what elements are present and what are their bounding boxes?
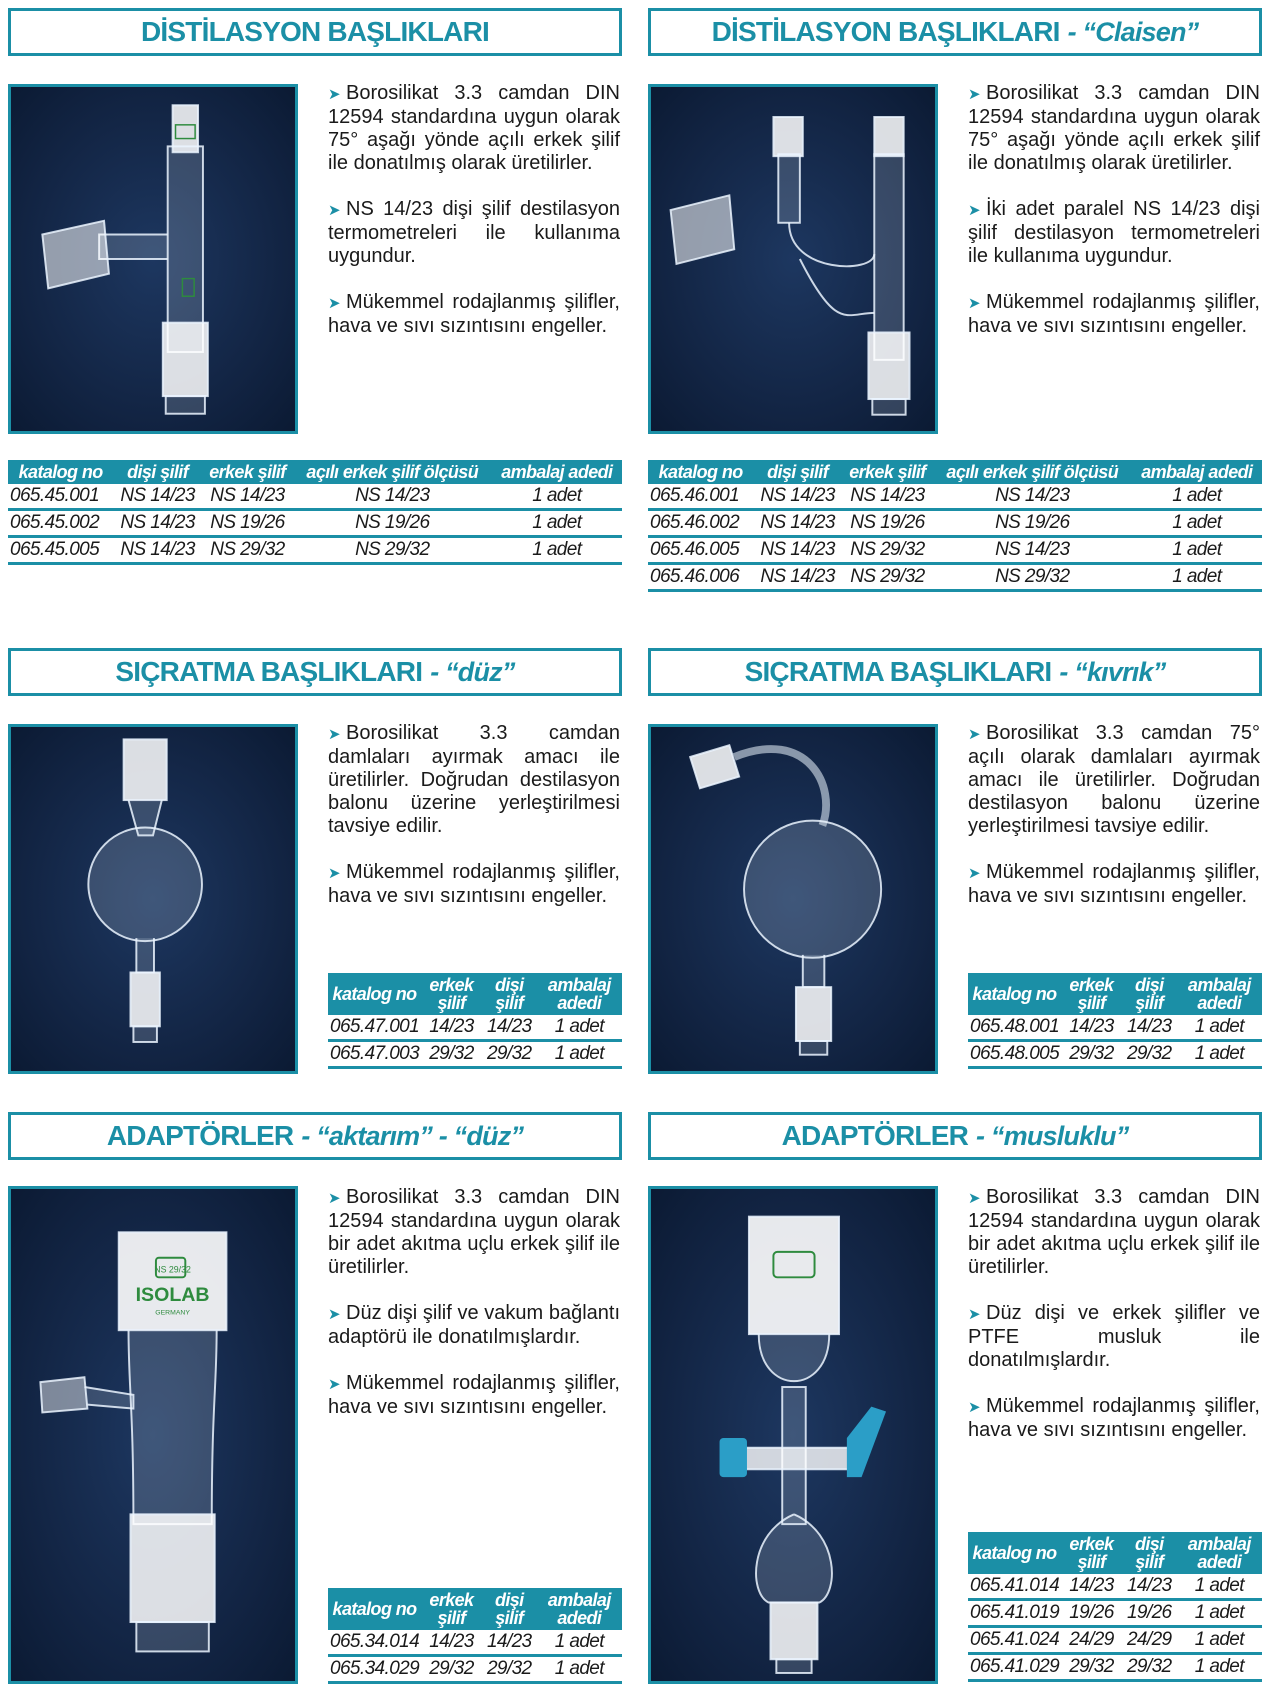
table-cell: NS 14/23	[753, 537, 842, 564]
bullet-item	[328, 1372, 620, 1419]
table-cell: 065.47.003	[328, 1041, 421, 1068]
column-header: dişi şilif	[1122, 973, 1177, 1015]
bullet-text: Mükemmel rodajlanmış şilifler, hava ve sıvı sızıntısını engeller.	[328, 291, 620, 337]
splash-head-bent-illustration	[651, 727, 935, 1071]
arrow-bullet-icon: ➤	[968, 865, 981, 882]
bullet-item	[328, 291, 620, 338]
bullet-text: Borosilikat 3.3 camdan damlaları ayırmak amacı ile üretilirler. Doğrudan destilasyon balonu üzerine yerleştirilmesi tavsiye edilir.	[328, 722, 620, 837]
description-text	[328, 82, 620, 361]
table-cell: 14/23	[482, 1015, 537, 1041]
table-row	[968, 1574, 1262, 1600]
bullet-item	[968, 1186, 1260, 1279]
column-header: ambalaj adedi	[537, 973, 622, 1015]
arrow-bullet-icon: ➤	[328, 1376, 341, 1393]
table-cell: NS 14/23	[202, 484, 293, 510]
table-cell: 29/32	[1122, 1654, 1177, 1681]
table-cell: 065.45.002	[8, 510, 113, 537]
title-main: DİSTİLASYON BAŞLIKLARI	[141, 16, 489, 47]
column-header: katalog no	[968, 1532, 1061, 1574]
table-cell: 1 adet	[1132, 537, 1262, 564]
arrow-bullet-icon: ➤	[968, 86, 981, 103]
product-photo-claisen	[648, 84, 938, 434]
bullet-item	[968, 291, 1260, 338]
column-header: dişi şilif	[482, 1588, 537, 1630]
bullet-text: Düz dişi şilif ve vakum bağlantı adaptörü ile donatılmışlardır.	[328, 1302, 620, 1348]
table-cell: 065.46.006	[648, 564, 753, 591]
title-sub: - “düz”	[430, 656, 515, 687]
spec-table	[8, 460, 622, 565]
spec-table	[328, 973, 622, 1069]
section-title-claisen	[648, 8, 1262, 56]
adapter-stopcock-illustration	[651, 1189, 935, 1681]
spec-table	[648, 460, 1262, 592]
arrow-bullet-icon: ➤	[968, 1399, 981, 1416]
table-header-row	[328, 1588, 622, 1630]
column-header: erkek şilif	[421, 973, 482, 1015]
table-row	[968, 1015, 1262, 1041]
table-row	[328, 1656, 622, 1683]
table-cell: NS 14/23	[113, 510, 202, 537]
bullet-item	[328, 861, 620, 908]
spec-table	[968, 973, 1262, 1069]
spec-table	[968, 1532, 1262, 1682]
title-sub: - “aktarım” - “düz”	[301, 1120, 524, 1151]
arrow-bullet-icon: ➤	[328, 202, 341, 219]
table-cell: 1 adet	[537, 1630, 622, 1656]
section-title-splash-straight	[8, 648, 622, 696]
table-row	[8, 510, 622, 537]
column-header: ambalaj adedi	[1177, 973, 1262, 1015]
column-header: katalog no	[648, 460, 753, 484]
bullet-text: Borosilikat 3.3 camdan DIN 12594 standardına uygun olarak bir adet akıtma uçlu erkek şilif ile üretilirler.	[328, 1186, 620, 1278]
table-cell: 1 adet	[1177, 1015, 1262, 1041]
title-main: DİSTİLASYON BAŞLIKLARI	[711, 16, 1060, 47]
bullet-item	[968, 82, 1260, 175]
product-photo-splash-bent	[648, 724, 938, 1074]
logo-ns-size: NS 29/32	[154, 1264, 191, 1275]
table-row	[648, 484, 1262, 510]
table-cell: 1 adet	[1177, 1600, 1262, 1627]
table-cell: NS 29/32	[933, 564, 1132, 591]
table-cell: NS 14/23	[933, 484, 1132, 510]
table-cell: 065.46.002	[648, 510, 753, 537]
bullet-text: Düz dişi ve erkek şilifler ve PTFE musluk ile donatılmışlardır.	[968, 1302, 1260, 1371]
table-row	[648, 564, 1262, 591]
table-row	[8, 484, 622, 510]
bullet-item	[968, 1302, 1260, 1372]
table-cell: 19/26	[1122, 1600, 1177, 1627]
table-row	[8, 537, 622, 564]
arrow-bullet-icon: ➤	[968, 1306, 981, 1323]
table-cell: 14/23	[482, 1630, 537, 1656]
description-text	[968, 1186, 1260, 1465]
table-cell: 065.34.014	[328, 1630, 421, 1656]
table-cell: 1 adet	[537, 1656, 622, 1683]
table-cell: 24/29	[1061, 1627, 1122, 1654]
table-cell: 29/32	[421, 1041, 482, 1068]
column-header: erkek şilif	[842, 460, 933, 484]
column-header: katalog no	[8, 460, 113, 484]
logo-germany: GERMANY	[155, 1309, 190, 1317]
spec-table	[328, 1588, 622, 1684]
column-header: erkek şilif	[202, 460, 293, 484]
adapter-transfer-illustration	[11, 1189, 295, 1681]
table-cell: NS 19/26	[933, 510, 1132, 537]
product-photo-splash-straight	[8, 724, 298, 1074]
table-row	[328, 1630, 622, 1656]
bullet-item	[968, 198, 1260, 268]
column-header: katalog no	[328, 973, 421, 1015]
table-header-row	[968, 1532, 1262, 1574]
table-cell: 065.41.024	[968, 1627, 1061, 1654]
bullet-item	[968, 861, 1260, 908]
bullet-item	[328, 1186, 620, 1279]
table-cell: NS 29/32	[293, 537, 492, 564]
table-cell: 19/26	[1061, 1600, 1122, 1627]
table-cell: 1 adet	[492, 484, 622, 510]
bullet-item	[968, 722, 1260, 838]
product-photo-distillation-head	[8, 84, 298, 434]
product-photo-adapter-stopcock	[648, 1186, 938, 1684]
table-cell: 065.46.001	[648, 484, 753, 510]
column-header: dişi şilif	[1122, 1532, 1177, 1574]
table-cell: NS 19/26	[202, 510, 293, 537]
table-cell: 29/32	[1122, 1041, 1177, 1068]
bullet-item	[328, 722, 620, 838]
column-header: katalog no	[968, 973, 1061, 1015]
table-header-row	[968, 973, 1262, 1015]
table-cell: 065.48.001	[968, 1015, 1061, 1041]
table-cell: 29/32	[1061, 1654, 1122, 1681]
table-cell: 065.41.014	[968, 1574, 1061, 1600]
column-header: ambalaj adedi	[1177, 1532, 1262, 1574]
arrow-bullet-icon: ➤	[968, 726, 981, 743]
section-title-splash-bent	[648, 648, 1262, 696]
table-row	[648, 537, 1262, 564]
section-title-adapters-transfer	[8, 1112, 622, 1160]
table-cell: 29/32	[421, 1656, 482, 1683]
table-cell: 14/23	[421, 1630, 482, 1656]
arrow-bullet-icon: ➤	[328, 726, 341, 743]
title-main: SIÇRATMA BAŞLIKLARI	[115, 656, 423, 687]
table-cell: NS 14/23	[753, 484, 842, 510]
column-header: açılı erkek şilif ölçüsü	[293, 460, 492, 484]
table-cell: NS 14/23	[113, 537, 202, 564]
table-cell: NS 29/32	[842, 537, 933, 564]
table-cell: 065.45.005	[8, 537, 113, 564]
table-cell: 1 adet	[537, 1041, 622, 1068]
arrow-bullet-icon: ➤	[968, 202, 981, 219]
column-header: erkek şilif	[1061, 973, 1122, 1015]
table-cell: 24/29	[1122, 1627, 1177, 1654]
table-header-row	[328, 973, 622, 1015]
arrow-bullet-icon: ➤	[328, 295, 341, 312]
bullet-text: Mükemmel rodajlanmış şilifler, hava ve sıvı sızıntısını engeller.	[968, 291, 1260, 337]
arrow-bullet-icon: ➤	[328, 86, 341, 103]
arrow-bullet-icon: ➤	[968, 1190, 981, 1207]
table-cell: NS 19/26	[842, 510, 933, 537]
table-row	[968, 1654, 1262, 1681]
title-sub: - “Claisen”	[1067, 16, 1199, 47]
column-header: ambalaj adedi	[537, 1588, 622, 1630]
bullet-text: Mükemmel rodajlanmış şilifler, hava ve sıvı sızıntısını engeller.	[968, 861, 1260, 907]
bullet-item	[328, 198, 620, 268]
table-row	[328, 1041, 622, 1068]
claisen-head-illustration	[651, 87, 935, 431]
product-photo-adapter-transfer	[8, 1186, 298, 1684]
table-cell: NS 14/23	[753, 564, 842, 591]
table-cell: 1 adet	[1132, 510, 1262, 537]
arrow-bullet-icon: ➤	[328, 1306, 341, 1323]
description-text	[968, 82, 1260, 361]
table-cell: NS 14/23	[113, 484, 202, 510]
table-cell: 1 adet	[1177, 1574, 1262, 1600]
table-cell: 1 adet	[1132, 484, 1262, 510]
table-cell: 14/23	[1061, 1574, 1122, 1600]
table-cell: 1 adet	[537, 1015, 622, 1041]
table-cell: 14/23	[1061, 1015, 1122, 1041]
bullet-text: NS 14/23 dişi şilif destilasyon termometreleri ile kullanıma uygundur.	[328, 198, 620, 267]
title-sub: - “kıvrık”	[1059, 656, 1166, 687]
section-title-distillation-heads	[8, 8, 622, 56]
column-header: dişi şilif	[113, 460, 202, 484]
description-text	[968, 722, 1260, 931]
bullet-text: Borosilikat 3.3 camdan DIN 12594 standardına uygun olarak 75° aşağı yönde açılı erkek şilif ile donatılmış olarak üretilirler.	[328, 82, 620, 174]
bullet-text: Borosilikat 3.3 camdan 75° açılı olarak damlaları ayırmak amacı ile üretilirler. Doğrudan destilasyon balonu üzerine yerleştirilmesi tavsiye edilir.	[968, 722, 1260, 837]
table-cell: 1 adet	[492, 537, 622, 564]
splash-head-straight-illustration	[11, 727, 295, 1071]
bullet-item	[968, 1395, 1260, 1442]
bullet-text: Borosilikat 3.3 camdan DIN 12594 standardına uygun olarak bir adet akıtma uçlu erkek şilif ile üretilirler.	[968, 1186, 1260, 1278]
table-cell: 14/23	[421, 1015, 482, 1041]
table-cell: 065.41.019	[968, 1600, 1061, 1627]
table-row	[328, 1015, 622, 1041]
table-cell: 065.48.005	[968, 1041, 1061, 1068]
isolab-logo: ISOLAB	[135, 1283, 210, 1306]
table-cell: 1 adet	[492, 510, 622, 537]
description-text	[328, 722, 620, 931]
column-header: erkek şilif	[1061, 1532, 1122, 1574]
table-cell: NS 19/26	[293, 510, 492, 537]
description-text	[328, 1186, 620, 1442]
bullet-item	[328, 1302, 620, 1349]
table-cell: 14/23	[1122, 1574, 1177, 1600]
column-header: katalog no	[328, 1588, 421, 1630]
table-cell: 29/32	[482, 1656, 537, 1683]
table-cell: 065.47.001	[328, 1015, 421, 1041]
bullet-text: Mükemmel rodajlanmış şilifler, hava ve sıvı sızıntısını engeller.	[328, 861, 620, 907]
table-cell: NS 14/23	[842, 484, 933, 510]
table-row	[968, 1627, 1262, 1654]
table-row	[648, 510, 1262, 537]
distillation-head-illustration	[11, 87, 295, 431]
table-cell: NS 29/32	[202, 537, 293, 564]
table-cell: 1 adet	[1132, 564, 1262, 591]
column-header: ambalaj adedi	[492, 460, 622, 484]
table-cell: 1 adet	[1177, 1041, 1262, 1068]
title-main: SIÇRATMA BAŞLIKLARI	[744, 656, 1052, 687]
table-cell: NS 29/32	[842, 564, 933, 591]
table-cell: 065.41.029	[968, 1654, 1061, 1681]
table-cell: NS 14/23	[293, 484, 492, 510]
table-cell: NS 14/23	[933, 537, 1132, 564]
column-header: dişi şilif	[482, 973, 537, 1015]
table-cell: 1 adet	[1177, 1627, 1262, 1654]
arrow-bullet-icon: ➤	[328, 865, 341, 882]
table-cell: 29/32	[482, 1041, 537, 1068]
table-cell: NS 14/23	[753, 510, 842, 537]
table-cell: 065.46.005	[648, 537, 753, 564]
section-title-adapters-stopcock	[648, 1112, 1262, 1160]
table-row	[968, 1041, 1262, 1068]
bullet-text: Mükemmel rodajlanmış şilifler, hava ve sıvı sızıntısını engeller.	[968, 1395, 1260, 1441]
table-cell: 065.34.029	[328, 1656, 421, 1683]
bullet-text: İki adet paralel NS 14/23 dişi şilif destilasyon termometreleri ile kullanıma uygundur.	[968, 198, 1260, 267]
table-row	[968, 1600, 1262, 1627]
table-cell: 065.45.001	[8, 484, 113, 510]
column-header: açılı erkek şilif ölçüsü	[933, 460, 1132, 484]
title-sub: - “musluklu”	[976, 1120, 1129, 1151]
table-cell: 14/23	[1122, 1015, 1177, 1041]
table-header-row	[648, 460, 1262, 484]
bullet-text: Mükemmel rodajlanmış şilifler, hava ve sıvı sızıntısını engeller.	[328, 1372, 620, 1418]
title-main: ADAPTÖRLER	[781, 1120, 969, 1151]
table-cell: 29/32	[1061, 1041, 1122, 1068]
column-header: ambalaj adedi	[1132, 460, 1262, 484]
title-main: ADAPTÖRLER	[106, 1120, 294, 1151]
column-header: dişi şilif	[753, 460, 842, 484]
arrow-bullet-icon: ➤	[328, 1190, 341, 1207]
table-cell: 1 adet	[1177, 1654, 1262, 1681]
arrow-bullet-icon: ➤	[968, 295, 981, 312]
bullet-item	[328, 82, 620, 175]
column-header: erkek şilif	[421, 1588, 482, 1630]
table-header-row	[8, 460, 622, 484]
bullet-text: Borosilikat 3.3 camdan DIN 12594 standardına uygun olarak 75° aşağı yönde açılı erkek şilif ile donatılmış olarak üretilirler.	[968, 82, 1260, 174]
